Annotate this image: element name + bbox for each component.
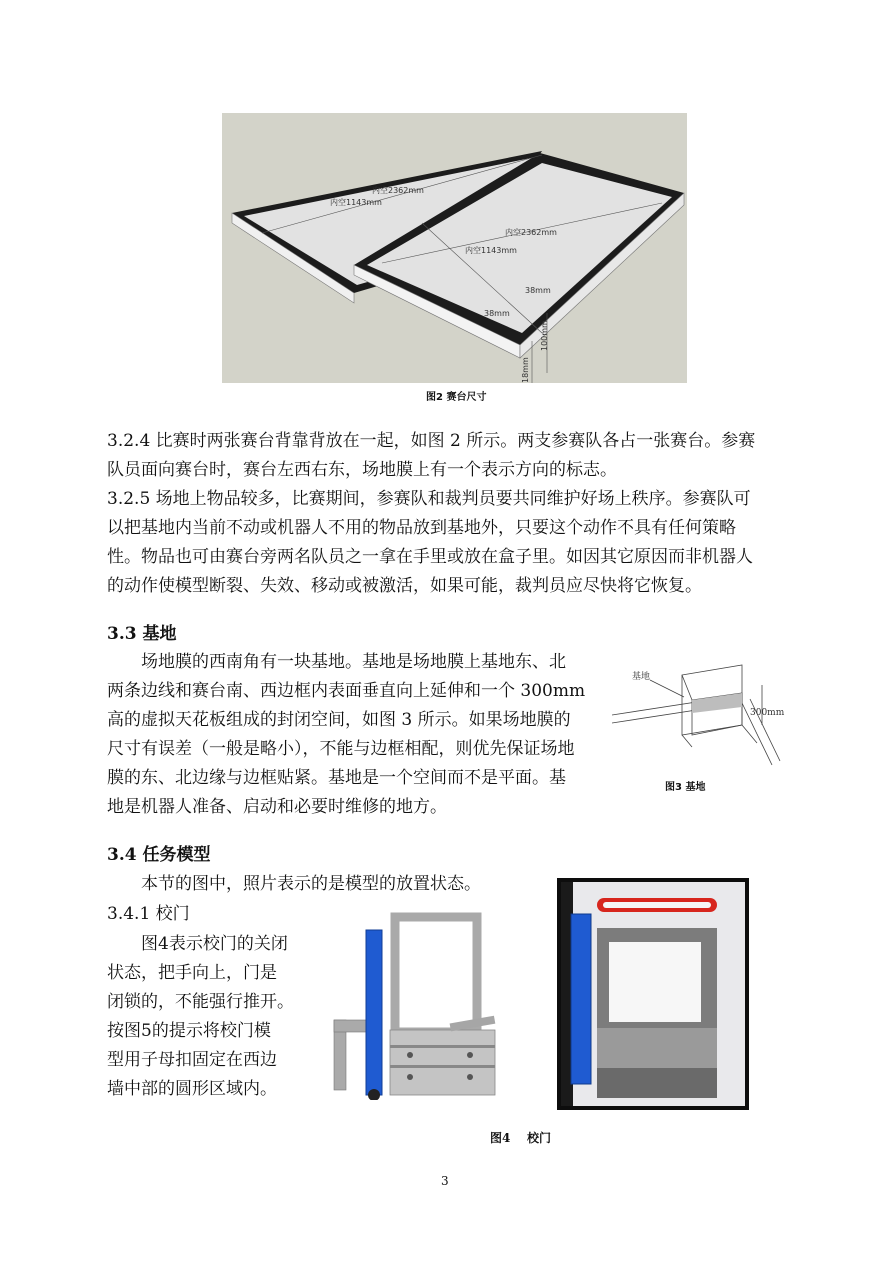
label-rail-a: 38mm [525, 286, 551, 295]
section-3-3-heading: 3.3 基地 [107, 624, 177, 644]
paragraph-line: 性。物品也可由赛台旁两名队员之一拿在手里或放在盒子里。如因其它原因而非机器人 [107, 547, 753, 567]
base-zone-drawing [612, 655, 792, 775]
label-inner-width-b: 内空1143mm [465, 246, 517, 255]
base-label: 基地 [632, 672, 651, 682]
paragraph-line: 状态，把手向上，门是 [107, 963, 277, 983]
paragraph-line: 尺寸有误差（一般是略小），不能与边框相配，则优先保证场地 [107, 739, 575, 759]
label-height: 100mm [540, 320, 549, 351]
figure-3-caption: 图3 基地 [665, 782, 706, 793]
paragraph-line: 高的虚拟天花板组成的封闭空间，如图 3 所示。如果场地膜的 [107, 710, 571, 730]
paragraph-line: 闭锁的，不能强行推开。 [107, 992, 294, 1012]
paragraph-line: 3.2.4 比赛时两张赛台背靠背放在一起，如图 2 所示。两支参赛队各占一张赛台。参赛 [107, 431, 756, 451]
figure-4-gate-photo [557, 878, 749, 1110]
paragraph-line: 3.2.5 场地上物品较多，比赛期间，参赛队和裁判员要共同维护好场上秩序。参赛队可 [107, 489, 751, 509]
paragraph-line: 场地膜的西南角有一块基地。基地是场地膜上基地东、北 [141, 652, 566, 672]
figure-2-caption: 图2 赛台尺寸 [426, 392, 487, 403]
label-inner-width-a: 内空1143mm [330, 198, 382, 207]
table-dimension-drawing [222, 113, 687, 383]
paragraph-line: 按图5的提示将校门模 [107, 1021, 271, 1041]
section-3-4-1-heading [107, 899, 190, 924]
figure-2 [222, 113, 687, 383]
height-label: 300mm [750, 708, 785, 718]
figure-4-caption: 图4 校门 [490, 1131, 552, 1145]
page-number: 3 [441, 1174, 449, 1188]
figure-3 [612, 655, 792, 775]
figure-4-gate-drawing [330, 905, 500, 1100]
label-inner-length-a: 内空2362mm [372, 186, 424, 195]
paragraph-line: 地是机器人准备、启动和必要时维修的地方。 [107, 797, 447, 817]
paragraph-line: 图4表示校门的关闭 [141, 934, 288, 954]
paragraph-line: 墙中部的圆形区域内。 [107, 1079, 277, 1099]
paragraph-line: 队员面向赛台时，赛台左西右东，场地膜上有一个表示方向的标志。 [107, 460, 617, 480]
section-3-4-heading: 3.4 任务模型 [107, 845, 211, 865]
section-3-4-1-heading-text: 3.4.1 校门 [107, 904, 190, 924]
paragraph-3-2-5 [107, 485, 789, 601]
paragraph-line: 膜的东、北边缘与边框贴紧。基地是一个空间而不是平面。基 [107, 768, 566, 788]
label-rail-b: 38mm [484, 309, 510, 318]
paragraph-line: 以把基地内当前不动或机器人不用的物品放到基地外，只要这个动作不具有任何策略 [107, 518, 736, 538]
paragraph-line: 两条边线和赛台南、西边框内表面垂直向上延伸和一个 300mm [107, 681, 586, 701]
paragraph-3-3 [107, 648, 607, 822]
paragraph-line: 型用子母扣固定在西边 [107, 1050, 277, 1070]
paragraph-3-4 [107, 870, 527, 899]
label-inner-length-b: 内空2362mm [505, 228, 557, 237]
paragraph-3-2-4 [107, 427, 789, 485]
paragraph-3-4-1 [107, 930, 307, 1104]
label-base: 18mm [521, 357, 530, 383]
paragraph-line: 本节的图中，照片表示的是模型的放置状态。 [141, 874, 481, 894]
paragraph-line: 的动作使模型断裂、失效、移动或被激活，如果可能，裁判员应尽快将它恢复。 [107, 576, 702, 596]
